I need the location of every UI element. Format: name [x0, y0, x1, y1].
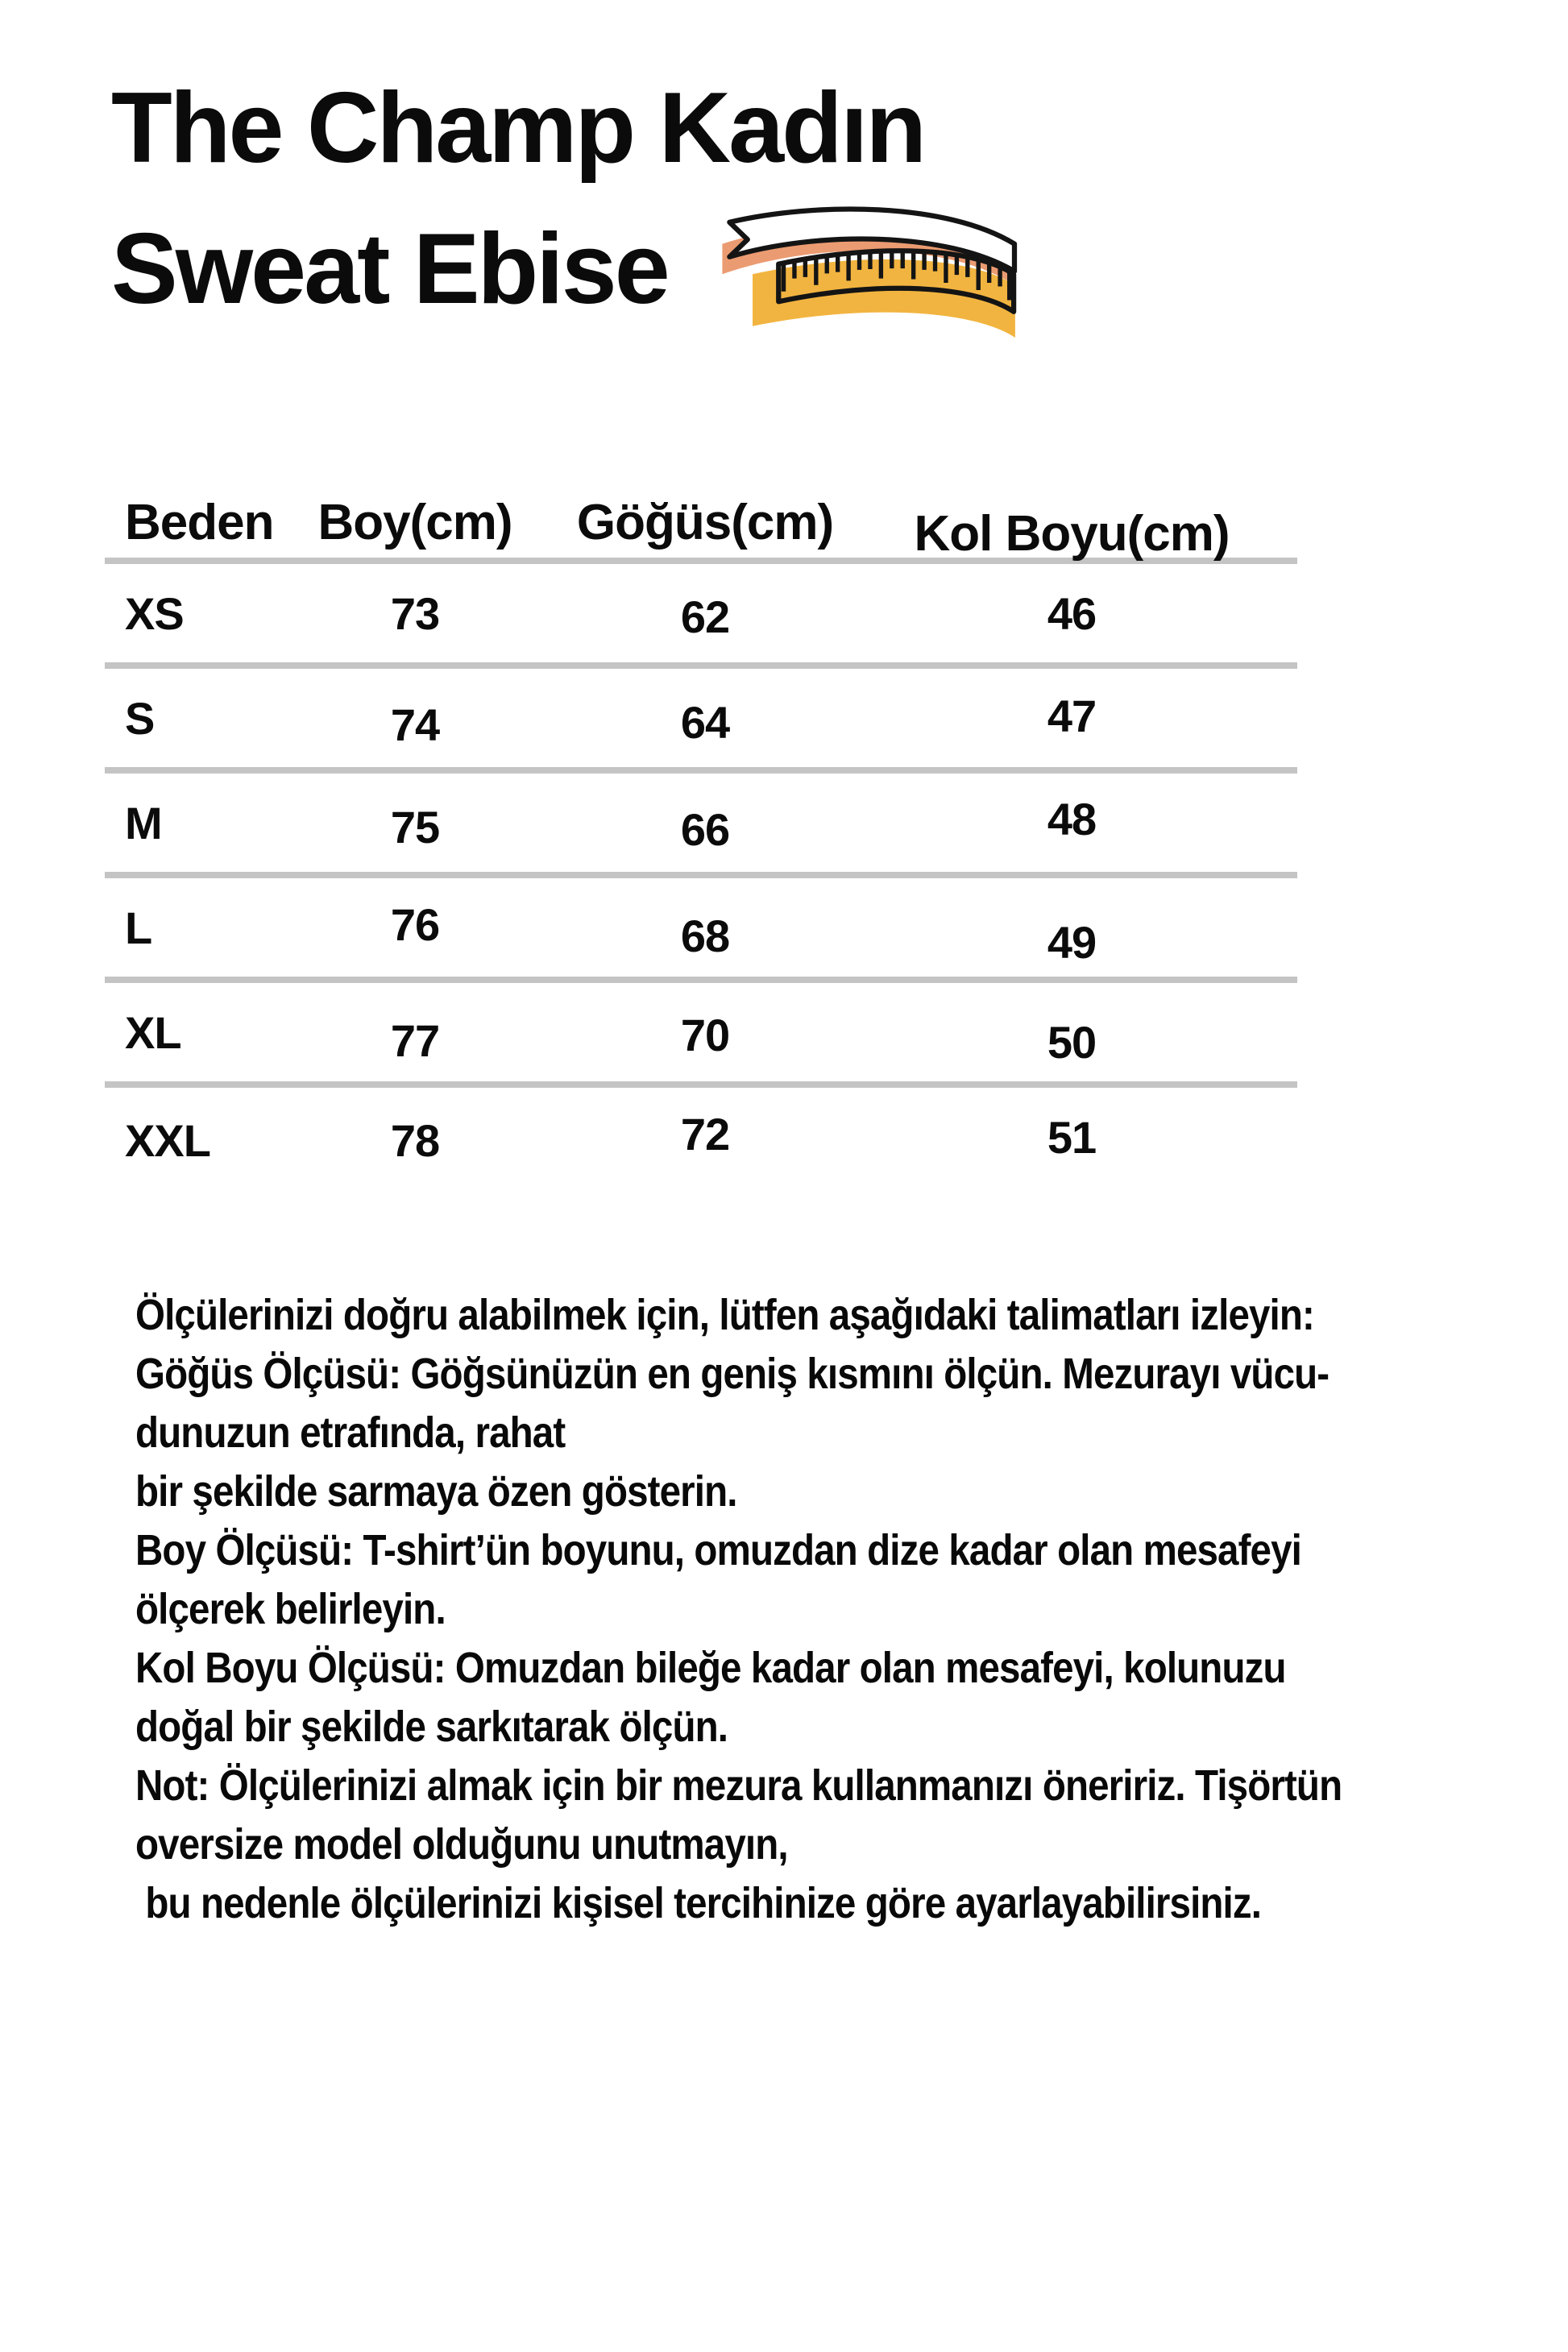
kol-value: 47: [1047, 690, 1097, 741]
page-title: [111, 63, 1031, 345]
table-row: [105, 774, 1297, 878]
instruction-line: bu nedenle ölçülerinizi kişisel tercihinize göre ayarlayabilirsiniz.: [135, 1879, 1262, 1927]
boy-value: 78: [390, 1114, 440, 1166]
instruction-line: Not: Ölçülerinizi almak için bir mezura kullanmanızı öneririz. Tişörtün: [135, 1761, 1342, 1810]
size-label: M: [125, 797, 162, 848]
instruction-line: Boy Ölçüsü: T-shirt’ün boyunu, omuzdan dize kadar olan mesafeyi: [135, 1526, 1301, 1574]
gogus-value: 64: [680, 696, 730, 748]
kol-value: 46: [1047, 587, 1097, 639]
table-row: [105, 564, 1297, 669]
column-header-gogus: Göğüs(cm): [576, 495, 834, 550]
instruction-line: Göğüs Ölçüsü: Göğsünüzün en geniş kısmını ölçün. Mezurayı vücu-: [135, 1350, 1329, 1398]
boy-value: 74: [390, 699, 440, 750]
tape-measure-icon: [695, 193, 1031, 345]
kol-value: 51: [1047, 1111, 1097, 1163]
gogus-value: 72: [680, 1108, 730, 1159]
instruction-line: oversize model olduğunu unutmayın,: [135, 1820, 788, 1869]
instruction-line: Kol Boyu Ölçüsü: Omuzdan bileğe kadar olan mesafeyi, kolunuzu: [135, 1644, 1286, 1692]
table-row: [105, 983, 1297, 1088]
table-header-row: [105, 483, 1297, 564]
measuring-instructions: [135, 1286, 1342, 1933]
size-label: XL: [125, 1006, 181, 1058]
size-label: S: [125, 692, 155, 744]
size-chart-table: [105, 483, 1297, 1193]
instruction-line: dunuzun etrafında, rahat: [135, 1408, 566, 1457]
boy-value: 73: [390, 587, 440, 639]
table-row: [105, 669, 1297, 774]
gogus-value: 62: [680, 591, 730, 642]
gogus-value: 70: [680, 1009, 730, 1060]
kol-value: 49: [1047, 916, 1097, 968]
instruction-line: bir şekilde sarmaya özen gösterin.: [135, 1467, 737, 1516]
table-row: [105, 878, 1297, 983]
kol-value: 48: [1047, 793, 1097, 844]
gogus-value: 66: [680, 803, 730, 855]
instruction-line: doğal bir şekilde sarkıtarak ölçün.: [135, 1703, 728, 1751]
boy-value: 75: [390, 801, 440, 852]
kol-value: 50: [1047, 1016, 1097, 1068]
gogus-value: 68: [680, 910, 730, 961]
boy-value: 76: [390, 898, 440, 950]
page-title-line2: Sweat Ebise: [111, 214, 668, 325]
instruction-line: Ölçülerinizi doğru alabilmek için, lütfen aşağıdaki talimatları izleyin:: [135, 1291, 1314, 1339]
column-header-boy: Boy(cm): [317, 495, 512, 550]
size-label: XXL: [125, 1114, 210, 1166]
column-header-kol-boyu: Kol Boyu(cm): [914, 506, 1230, 562]
boy-value: 77: [390, 1014, 440, 1066]
size-label: L: [125, 902, 152, 953]
table-row: [105, 1088, 1297, 1193]
instruction-line: ölçerek belirleyin.: [135, 1585, 446, 1633]
column-header-beden: Beden: [125, 495, 274, 550]
page-title-line1: The Champ Kadın: [111, 73, 925, 184]
size-label: XS: [125, 587, 184, 639]
